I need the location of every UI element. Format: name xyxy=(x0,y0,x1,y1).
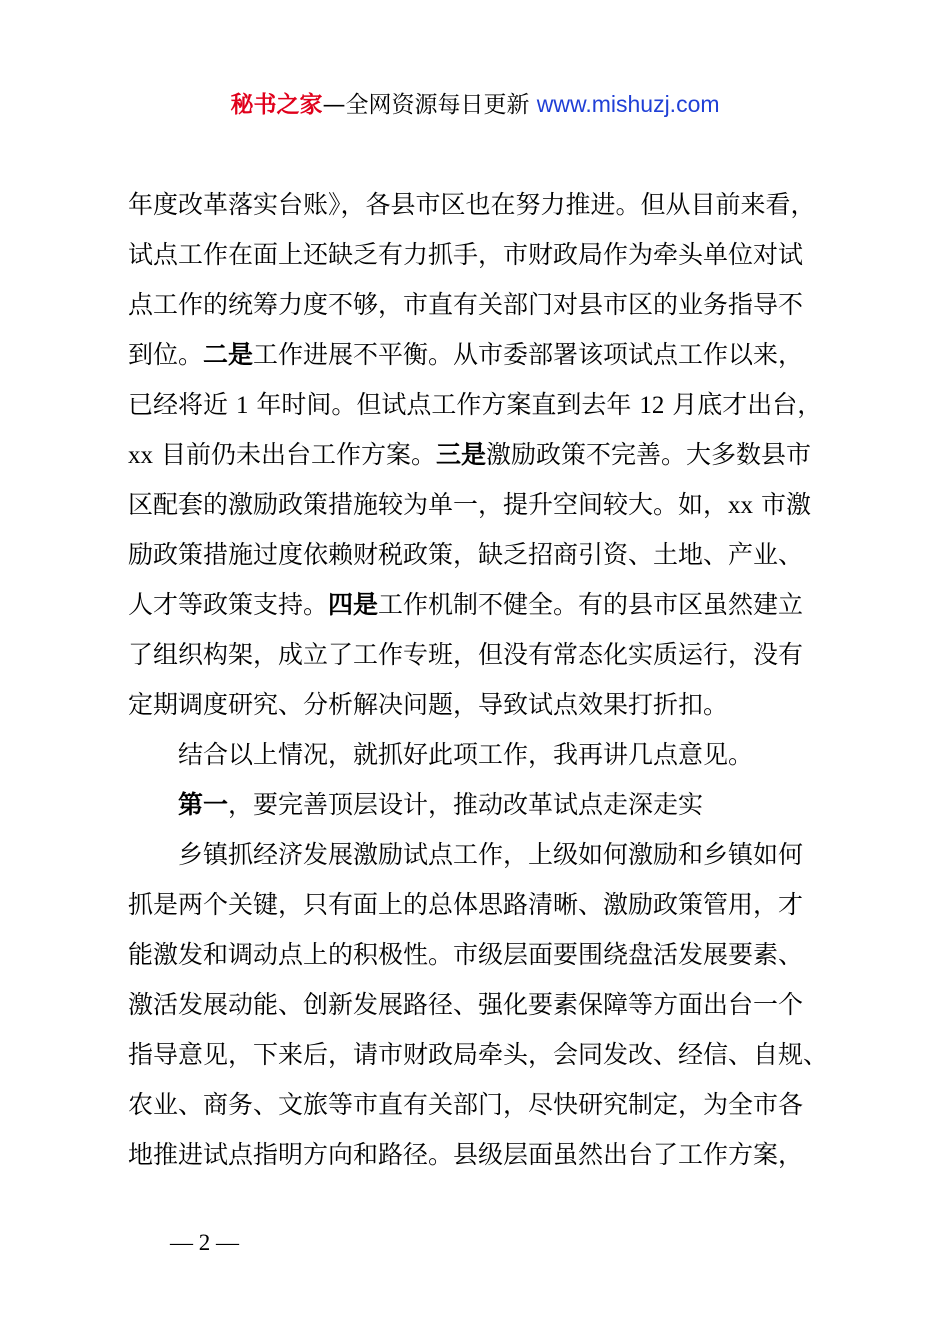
line-number: 1 xyxy=(235,392,249,419)
line-text: 抓是两个关键，只有面上的总体思路清晰、激励政策管用，才 xyxy=(128,890,804,919)
line-text: 能激发和调动点上的积极性。市级层面要围绕盘活发展要素、 xyxy=(128,940,804,969)
line-text: 农业、商务、文旅等市直有关部门，尽快研究制定，为全市各 xyxy=(128,1090,804,1119)
line-text: 已经将近 xyxy=(128,390,236,419)
point-label-two: 二是 xyxy=(203,340,254,369)
line-text: 励政策措施过度依赖财税政策，缺乏招商引资、土地、产业、 xyxy=(128,540,804,569)
site-slogan: —全网资源每日更新 xyxy=(322,92,537,118)
placeholder-name: xx xyxy=(728,492,754,519)
line-text: 年时间。但试点工作方案直到去年 xyxy=(248,390,640,419)
line-text: 指导意见，下来后，请市财政局牵头，会同发改、经信、自规、 xyxy=(128,1040,829,1069)
text-line xyxy=(128,180,828,230)
line-text: 目前仍未出台工作方案。 xyxy=(153,440,436,469)
line-text: 激励政策不完善。大多数县市 xyxy=(485,440,811,469)
text-line xyxy=(128,930,828,980)
line-text: 地推进试点指明方向和路径。县级层面虽然出台了工作方案， xyxy=(128,1140,804,1169)
page-number: — 2 — xyxy=(170,1230,239,1255)
line-text: 市激 xyxy=(753,490,811,519)
text-line xyxy=(128,380,828,430)
text-line xyxy=(128,630,828,680)
text-line xyxy=(128,580,828,630)
document-body xyxy=(128,180,828,1180)
line-text: 乡镇抓经济发展激励试点工作，上级如何激励和乡镇如何 xyxy=(178,840,804,869)
text-line xyxy=(128,1130,828,1180)
text-line xyxy=(128,1030,828,1080)
section-heading xyxy=(128,780,828,830)
text-line xyxy=(128,830,828,880)
line-text: 结合以上情况，就抓好此项工作，我再讲几点意见。 xyxy=(178,740,754,769)
point-label-four: 四是 xyxy=(328,590,379,619)
line-number: 12 xyxy=(639,392,665,419)
site-brand: 秘书之家 xyxy=(230,92,323,118)
line-text: 试点工作在面上还缺乏有力抓手，市财政局作为牵头单位对试 xyxy=(128,240,804,269)
section-label-first: 第一 xyxy=(178,790,229,819)
site-header xyxy=(0,86,950,123)
text-line xyxy=(128,980,828,1030)
line-text: 月底才出台， xyxy=(664,390,823,419)
text-line xyxy=(128,430,828,480)
line-text: 定期调度研究、分析解决问题，导致试点效果打折扣。 xyxy=(128,690,729,719)
line-text: 了组织构架，成立了工作专班，但没有常态化实质运行，没有 xyxy=(128,640,804,669)
site-url[interactable]: www.mishuzj.com xyxy=(536,91,720,117)
text-line xyxy=(128,730,828,780)
line-text: 激活发展动能、创新发展路径、强化要素保障等方面出台一个 xyxy=(128,990,804,1019)
line-text: 年度改革落实台账》，各县市区也在努力推进。但从目前来看， xyxy=(128,190,816,219)
text-line xyxy=(128,530,828,580)
text-line xyxy=(128,330,828,380)
line-text: 工作进展不平衡。从市委部署该项试点工作以来， xyxy=(253,340,804,369)
line-text: 点工作的统筹力度不够，市直有关部门对县市区的业务指导不 xyxy=(128,290,804,319)
text-line xyxy=(128,480,828,530)
section-title: ，要完善顶层设计，推动改革试点走深走实 xyxy=(228,790,704,819)
line-text: 到位。 xyxy=(128,340,204,369)
line-text: 人才等政策支持。 xyxy=(128,590,329,619)
point-label-three: 三是 xyxy=(435,440,486,469)
line-text: 工作机制不健全。有的县市区虽然建立 xyxy=(378,590,804,619)
text-line xyxy=(128,880,828,930)
text-line xyxy=(128,1080,828,1130)
line-text: 区配套的激励政策措施较为单一，提升空间较大。如， xyxy=(128,490,729,519)
text-line xyxy=(128,230,828,280)
text-line xyxy=(128,280,828,330)
placeholder-name: xx xyxy=(128,442,153,469)
text-line xyxy=(128,680,828,730)
